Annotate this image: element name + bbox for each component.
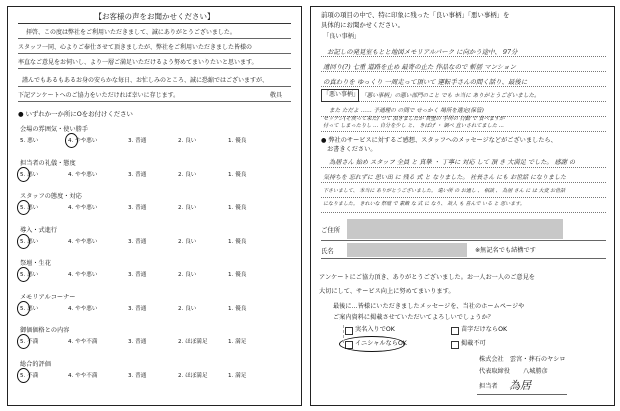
selected-rating-circle	[17, 267, 30, 282]
selected-rating-circle	[65, 133, 78, 148]
rule	[18, 101, 291, 102]
message-intro-2: お書きください。	[327, 146, 377, 153]
rep-name: 八城勝彦	[523, 368, 548, 375]
rule	[321, 240, 606, 241]
rating-option[interactable]: 5. 悪い	[20, 238, 39, 245]
rating-option[interactable]: 1. 満足	[228, 372, 247, 379]
good-comment-line-3: の真わりを ゆっくり 一周走って頂いて 運転手さんの間く話り、最後に	[323, 78, 528, 86]
rep-label: 代表取締役	[479, 368, 510, 375]
dotted-rule	[321, 71, 606, 72]
checkbox-guide	[343, 325, 344, 343]
bad-comment-line-4: 付って しまったりし … 自分を少し と、 きばげ ・ 調べ 直いされてました …	[323, 123, 504, 129]
rating-option[interactable]: 5. 悪い	[20, 171, 39, 178]
rating-option[interactable]: 3. 普通	[128, 238, 147, 245]
message-line-4: になりました。 きれいな 祭壇 で 素敵 な 式 に なり、 故人 も 喜んで いる と 思います。	[323, 201, 525, 207]
closing-keigu: 敬具	[270, 92, 283, 99]
category-label: 総合的評価	[20, 360, 51, 368]
selected-rating-circle	[17, 234, 30, 249]
rule	[18, 68, 291, 69]
rating-option[interactable]: 1. 優良	[228, 272, 247, 278]
rating-scale	[20, 371, 290, 381]
rating-option[interactable]: 3. 普通	[128, 305, 147, 312]
rating-option[interactable]: 1. 優良	[228, 238, 247, 245]
selected-rating-circle	[17, 368, 30, 383]
rule	[18, 38, 291, 39]
selected-rating-circle	[17, 167, 30, 182]
rating-option[interactable]: 5. 不満	[20, 339, 39, 345]
company-name: 株式会社 雲宮・葬石のヤシロ	[479, 356, 566, 363]
rating-option[interactable]: 3. 普通	[128, 339, 147, 345]
rating-scale	[20, 237, 290, 247]
selected-option-circle	[339, 336, 405, 352]
intro-line-2: スタッフ一同、心よりご奉仕させて頂きましたが、弊社をご利用いただきました皆様の	[18, 44, 253, 51]
staff-signature: 為居	[509, 379, 531, 392]
bad-comment-line-3: セッテジ(そ戻って来た) つて 頂きましたが 貴壁の 手所の 行動 で 食べますが	[323, 116, 505, 122]
option-no-publish-label: 掲載不可	[461, 340, 486, 347]
rating-option[interactable]: 4. やや悪い	[68, 305, 98, 312]
rating-option[interactable]: 2. ほぼ満足	[178, 372, 208, 379]
dotted-rule	[321, 131, 606, 132]
rating-option[interactable]: 5. 悪い	[20, 305, 39, 312]
category-label: 会場の雰囲気・使い勝手	[20, 126, 89, 133]
rating-option[interactable]: 3. 普通	[128, 138, 147, 144]
selected-rating-circle	[17, 334, 30, 349]
rating-scale	[20, 203, 290, 213]
good-comment-line-1: お記しの発見室もとと地図メモリアルパーク に向かう途中、 97分	[327, 48, 518, 56]
option-initials-label: イニシャルならOK	[355, 340, 407, 347]
intro-line-4: 謹んでもあるもあるお身の安らかな毎日、お忙しみのところ、誠に恐縮ではございますが、	[22, 77, 269, 84]
rule	[321, 258, 606, 259]
rating-option[interactable]: 1. 満足	[228, 339, 247, 345]
question-intro: 前項の項目の中で、特に印象に残った「良い事柄」「悪い事柄」を	[321, 11, 510, 19]
option-checkbox-no-publish[interactable]	[451, 341, 459, 349]
category-label: スタッフの態度・対応	[20, 193, 82, 200]
anonymous-note: ※無記名でも結構です	[475, 247, 536, 254]
form-header: 【お客様の声をお聞かせください】	[18, 11, 291, 24]
rating-option[interactable]: 2. 良い	[178, 305, 197, 312]
dotted-rule	[321, 56, 606, 57]
rule	[18, 86, 291, 87]
permission-question-2: ご案内資料に掲載させていただいてよろしいでしょうか？	[333, 314, 494, 321]
left-survey-panel	[7, 6, 302, 406]
category-label: 担当者の礼儀・態度	[20, 159, 76, 167]
option-checkbox-real-name[interactable]	[345, 327, 353, 335]
rating-option[interactable]: 3. 普通	[128, 272, 147, 278]
rating-option[interactable]: 1. 優良	[228, 305, 247, 312]
category-label: 御価価格との内容	[20, 327, 70, 334]
option-checkbox-surname[interactable]	[451, 327, 459, 335]
rating-scale	[20, 270, 290, 280]
category-label: 祭壇・生花	[20, 260, 51, 267]
rating-option[interactable]: 5. 悪い	[20, 138, 39, 144]
rating-option[interactable]: 5. 不満	[20, 372, 39, 379]
message-line-3: 下さいまして、 本当に ありがとうございました。 遠い所 の お通し 、 相談 、 為居 さん に は 大変 お世話	[323, 188, 566, 194]
dotted-rule	[321, 167, 606, 168]
address-label: ご住所	[321, 226, 341, 234]
rating-option[interactable]: 1. 優良	[228, 138, 247, 144]
name-redaction	[347, 243, 467, 257]
signature-rule	[477, 394, 567, 395]
rating-option[interactable]: 2. 良い	[178, 272, 197, 278]
right-comment-panel	[310, 6, 615, 406]
name-label: 氏名	[321, 247, 334, 255]
good-label: 「良い事柄」	[323, 33, 361, 40]
rating-option[interactable]: 2. 良い	[178, 138, 197, 144]
rating-option[interactable]: 1. 優良	[228, 205, 247, 211]
rating-option[interactable]: 4. やや悪い	[68, 138, 98, 144]
dotted-rule	[321, 101, 606, 102]
selected-rating-circle	[17, 301, 30, 316]
rating-scale	[20, 304, 290, 314]
dotted-rule	[321, 212, 606, 213]
dotted-rule	[321, 197, 606, 198]
option-surname-label: 苗字だけならOK	[461, 326, 508, 333]
rating-option[interactable]: 5. 悪い	[20, 205, 39, 211]
staff-label: 担当者	[479, 383, 498, 390]
rating-option[interactable]: 2. ほぼ満足	[178, 339, 208, 345]
bad-label: 「悪い事柄」	[323, 91, 360, 98]
address-redaction	[347, 219, 563, 239]
rating-option[interactable]: 2. 良い	[178, 205, 197, 211]
intro-line-5: 下記アンケートへのご協力をいただければ幸いに存じます。	[18, 92, 180, 99]
rating-option[interactable]: 3. 普通	[128, 205, 147, 211]
instruction-text: ● いずれか一か所にOをお付けください	[18, 110, 133, 118]
rating-scale	[20, 170, 290, 180]
message-line-2: 気持ちを 忘れずに 思い出 に 残る 式 と なりました。 社長さん にも お世話 になりました	[323, 174, 566, 181]
rating-option[interactable]: 3. 普通	[128, 372, 147, 379]
rating-option[interactable]: 2. 良い	[178, 171, 197, 178]
rating-option[interactable]: 4. やや不満	[68, 372, 98, 379]
option-real-name-label: 実名入りでOK	[355, 326, 395, 333]
permission-question-1: 最後に…皆様にいただきましたメッセージを、当社のホームページや	[333, 303, 525, 310]
intro-line-3: 率直なご意見をお伺いし、より一層ご満足いただけるよう努めてまいりたいと思います。	[18, 59, 258, 66]
rating-option[interactable]: 4. やや不満	[68, 339, 98, 345]
selected-rating-circle	[17, 200, 30, 215]
rating-scale	[20, 337, 290, 347]
bad-comment-line-1: 「悪い事柄」の悪い部門のこと でも ホ当に ありがとうございました。	[361, 93, 540, 99]
rating-option[interactable]: 3. 普通	[128, 171, 147, 178]
rule	[18, 53, 291, 54]
dotted-rule	[321, 86, 606, 87]
thanks-line-1: アンケートにご協力頂き、ありがとうございました。お一人お一人のご意見を	[319, 274, 535, 281]
bad-comment-line-2: また ただよ …… 予通理の の間で せっかく 場所を選定(保管)	[329, 108, 484, 114]
question-intro-2: 具体的にお聞かせください。	[321, 21, 405, 29]
rating-option[interactable]: 4. やや悪い	[68, 238, 98, 245]
rating-option[interactable]: 5. 悪い	[20, 272, 39, 278]
rating-scale	[20, 136, 290, 146]
thanks-line-2: 大切にして、サービス向上に努めてまいります。	[319, 288, 455, 295]
dotted-rule	[321, 182, 606, 183]
rating-option[interactable]: 1. 優良	[228, 171, 247, 178]
rating-option[interactable]: 4. やや悪い	[68, 171, 98, 178]
rating-option[interactable]: 4. やや悪い	[68, 272, 98, 278]
good-comment-line-2: 遠回り(?) 七重 道路を止め 最寄の止た 作品なので 斬居 マンション	[323, 63, 516, 71]
rating-option[interactable]: 4. やや悪い	[68, 205, 98, 211]
category-label: 導入・式進行	[20, 226, 58, 234]
intro-line-1: 拝啓、この度は弊社をご利用いただきまして、誠にありがとうございました。	[26, 29, 236, 36]
message-line-1: 為居さん 始め スタッフ 全員 と 真摯 ・ 丁寧に 対応 して 頂 き 大満足 でした。 感謝 の	[329, 159, 576, 166]
category-label: メモリアルコーナー	[20, 293, 76, 301]
message-intro: ● 弊社のサービスに対するご感想、スタッフへのメッセージなどがございましたら、	[321, 137, 557, 144]
rating-option[interactable]: 2. 良い	[178, 238, 197, 245]
